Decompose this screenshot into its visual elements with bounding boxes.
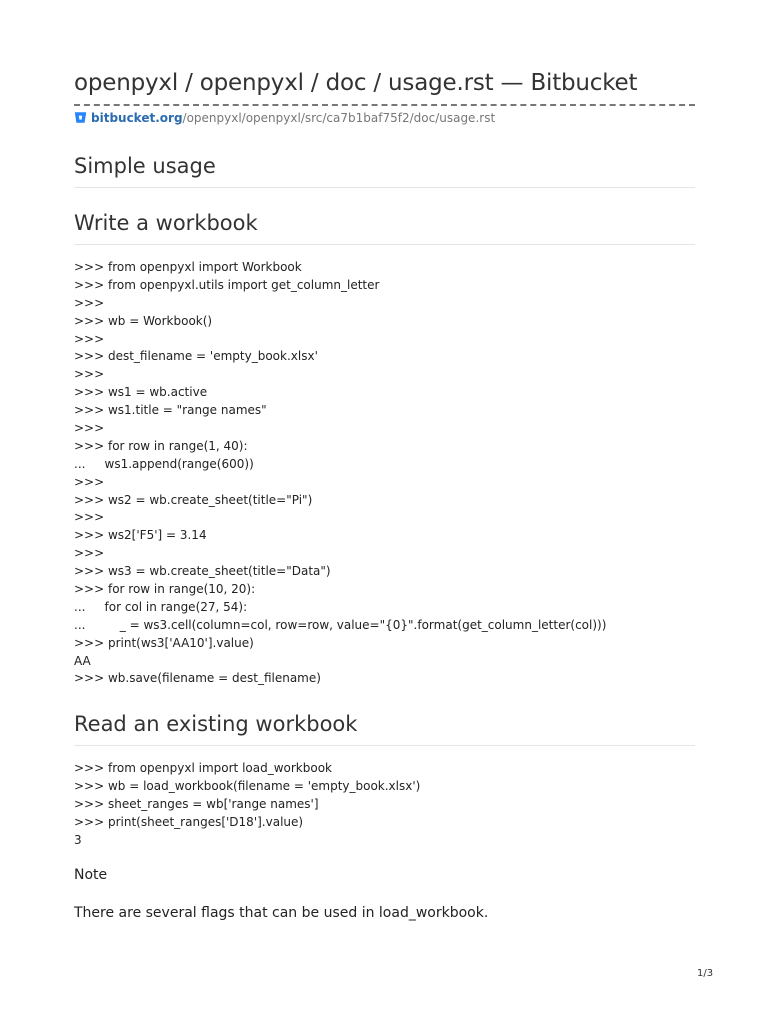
heading-read-workbook: Read an existing workbook xyxy=(74,712,695,746)
code-line: ... for col in range(27, 54): xyxy=(74,599,248,614)
document-title: openpyxl / openpyxl / doc / usage.rst — Bitbucket xyxy=(74,70,638,96)
code-line: >>> xyxy=(74,421,105,436)
code-line: >>> xyxy=(74,295,105,310)
code-line: ... _ = ws3.cell(column=col, row=row, value="{0}".format(get_column_letter(col))) xyxy=(74,617,607,632)
code-line: >>> xyxy=(74,474,105,489)
code-line: ... ws1.append(range(600)) xyxy=(74,456,254,471)
note-label: Note xyxy=(74,867,108,883)
code-line: 3 xyxy=(74,832,82,847)
code-line: >>> wb.save(filename = dest_filename) xyxy=(74,671,321,686)
heading-simple-usage: Simple usage xyxy=(74,154,695,188)
code-line: >>> xyxy=(74,510,105,525)
code-line: >>> from openpyxl import load_workbook xyxy=(74,761,333,775)
code-line: >>> ws2 = wb.create_sheet(title="Pi") xyxy=(74,492,313,507)
code-block-read xyxy=(74,760,420,849)
heading-write-workbook: Write a workbook xyxy=(74,211,695,245)
code-line: AA xyxy=(74,653,91,668)
code-line: >>> from openpyxl import Workbook xyxy=(74,260,302,274)
source-path[interactable]: /openpyxl/openpyxl/src/ca7b1baf75f2/doc/usage.rst xyxy=(182,111,496,125)
code-line: >>> xyxy=(74,367,105,382)
note-text: There are several flags that can be used in load_workbook. xyxy=(74,905,489,921)
code-line: >>> wb = Workbook() xyxy=(74,313,213,328)
source-url[interactable] xyxy=(74,111,495,125)
code-line: >>> dest_filename = 'empty_book.xlsx' xyxy=(74,349,318,364)
code-line: >>> from openpyxl.utils import get_column_letter xyxy=(74,277,380,292)
code-line: >>> ws3 = wb.create_sheet(title="Data") xyxy=(74,564,331,579)
code-line: >>> xyxy=(74,546,105,561)
page-number: 1/3 xyxy=(697,968,714,979)
code-block-write xyxy=(74,259,606,688)
source-host[interactable]: bitbucket.org xyxy=(91,111,183,125)
code-line: >>> ws1.title = "range names" xyxy=(74,403,267,418)
title-divider xyxy=(74,104,695,106)
code-line: >>> sheet_ranges = wb['range names'] xyxy=(74,796,319,811)
code-line: >>> print(ws3['AA10'].value) xyxy=(74,635,254,650)
code-line: >>> ws1 = wb.active xyxy=(74,385,208,400)
code-line: >>> for row in range(10, 20): xyxy=(74,582,256,597)
code-line: >>> for row in range(1, 40): xyxy=(74,438,248,453)
code-line: >>> ws2['F5'] = 3.14 xyxy=(74,528,207,543)
code-line: >>> print(sheet_ranges['D18'].value) xyxy=(74,814,304,829)
bitbucket-icon xyxy=(74,111,87,124)
code-line: >>> xyxy=(74,331,105,346)
code-line: >>> wb = load_workbook(filename = 'empty_book.xlsx') xyxy=(74,778,421,793)
